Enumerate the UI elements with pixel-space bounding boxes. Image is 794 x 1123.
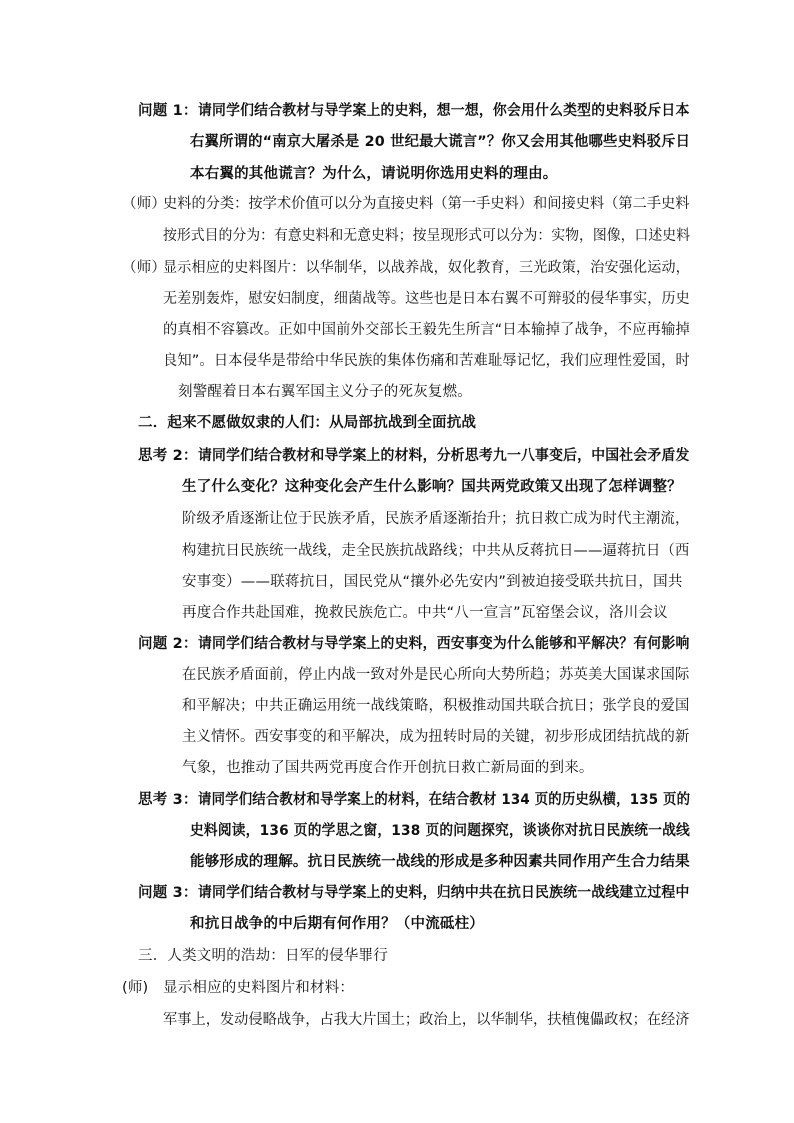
think-2-answer-1: 阶级矛盾逐渐让位于民族矛盾，民族矛盾逐渐抬升；抗日救亡成为时代主潮流， <box>182 511 690 527</box>
question-1-line-3: 本右翼的其他谎言？为什么，请说明你选用史料的理由。 <box>190 166 558 182</box>
question-3-line-1: 请同学们结合教材与导学案上的史料，归纳中共在抗日民族统一战线建立过程中 <box>198 885 690 901</box>
teacher-label-1: （师） <box>122 196 167 212</box>
teacher-1-line-1: 史料的分类：按学术价值可以分为直接史料（第一手史料）和间接史料（第二手史料 <box>163 196 690 212</box>
think-2-line-1: 请同学们结合教材和导学案上的材料，分析思考九一八事变后，中国社会矛盾发 <box>198 448 690 464</box>
teacher-1-line-2: 按形式目的分为：有意史料和无意史料；按呈现形式可以分为：实物，图像，口述史料 <box>163 228 690 244</box>
think-3-line-1: 请同学们结合教材和导学案上的材料，在结合教材 134 页的历史纵横，135 页的 <box>198 792 691 808</box>
teacher-2-line-4: 良知”。日本侵华是带给中华民族的集体伤痛和苦难耻辱记忆，我们应理性爱国，时 <box>163 353 690 369</box>
question-1-line-2: 右翼所谓的“南京大屠杀是 20 世纪最大谎言”？你又会用其他哪些史料驳斥日 <box>190 134 691 150</box>
question-2-answer-3: 主义情怀。西安事变的和平解决，成为扭转时局的关键，初步形成团结抗战的新 <box>182 729 690 745</box>
teacher-3-line-2: 军事上，发动侵略战争，占我大片国土；政治上，以华制华，扶植傀儡政权；在经济 <box>163 1012 690 1028</box>
teacher-2-line-5: 刻警醒着日本右翼军国主义分子的死灰复燃。 <box>178 384 472 400</box>
think-3-line-2: 史料阅读，136 页的学思之窗，138 页的问题探究，谈谈你对抗日民族统一战线 <box>190 823 690 839</box>
question-2-answer-4: 气象，也推动了国共两党再度合作开创抗日救亡新局面的到来。 <box>182 760 594 776</box>
question-2-answer-1: 在民族矛盾面前，停止内战一致对外是民心所向大势所趋；苏英美大国谋求国际 <box>182 667 690 683</box>
teacher-label-3: (师) <box>122 980 149 996</box>
teacher-2-line-3: 的真相不容篡改。正如中国前外交部长王毅先生所言“日本输掉了战争，不应再输掉 <box>163 322 690 338</box>
teacher-label-2: （师） <box>122 260 167 276</box>
question-3-line-2: 和抗日战争的中后期有何作用？（中流砥柱） <box>190 916 484 932</box>
think-3-line-3: 能够形成的理解。抗日民族统一战线的形成是多种因素共同作用产生合力结果 <box>190 854 690 870</box>
question-1-line-1: 请同学们结合教材与导学案上的史料，想一想，你会用什么类型的史料驳斥日本 <box>198 103 690 119</box>
question-1-label: 问题 1： <box>138 103 198 119</box>
teacher-2-line-2: 无差别轰炸，慰安妇制度，细菌战等。这些也是日本右翼不可辩驳的侵华事实，历史 <box>163 291 690 307</box>
think-2-answer-3: 安事变）——联蒋抗日，国民党从“攘外必先安内”到被迫接受联共抗日，国共 <box>182 574 683 590</box>
section-2-heading: 二．起来不愿做奴隶的人们：从局部抗战到全面抗战 <box>138 415 477 431</box>
think-3-label: 思考 3： <box>138 792 198 808</box>
think-2-answer-4: 再度合作共赴国难，挽救民族危亡。中共“八一宣言”瓦窑堡会议，洛川会议 <box>182 605 668 621</box>
think-2-label: 思考 2： <box>138 448 198 464</box>
teacher-3-line-1: 显示相应的史料图片和材料： <box>163 980 355 996</box>
think-2-line-2: 生了什么变化？这种变化会产生什么影响？国共两党政策又出现了怎样调整？ <box>182 479 682 495</box>
question-3-label: 问题 3： <box>138 885 198 901</box>
section-3-heading: 三．人类文明的浩劫：日军的侵华罪行 <box>138 948 388 964</box>
question-2-answer-2: 和平解决；中共正确运用统一战线策略，积极推动国共联合抗日；张学良的爱国 <box>182 698 690 714</box>
teacher-2-line-1: 显示相应的史料图片：以华制华，以战养战，奴化教育，三光政策，治安强化运动， <box>163 260 690 276</box>
question-2-line-1: 请同学们结合教材与导学案上的史料，西安事变为什么能够和平解决？有何影响 <box>198 636 690 652</box>
question-2-label: 问题 2： <box>138 636 198 652</box>
think-2-answer-2: 构建抗日民族统一战线，走全民族抗战路线；中共从反蒋抗日——逼蒋抗日（西 <box>182 543 690 559</box>
